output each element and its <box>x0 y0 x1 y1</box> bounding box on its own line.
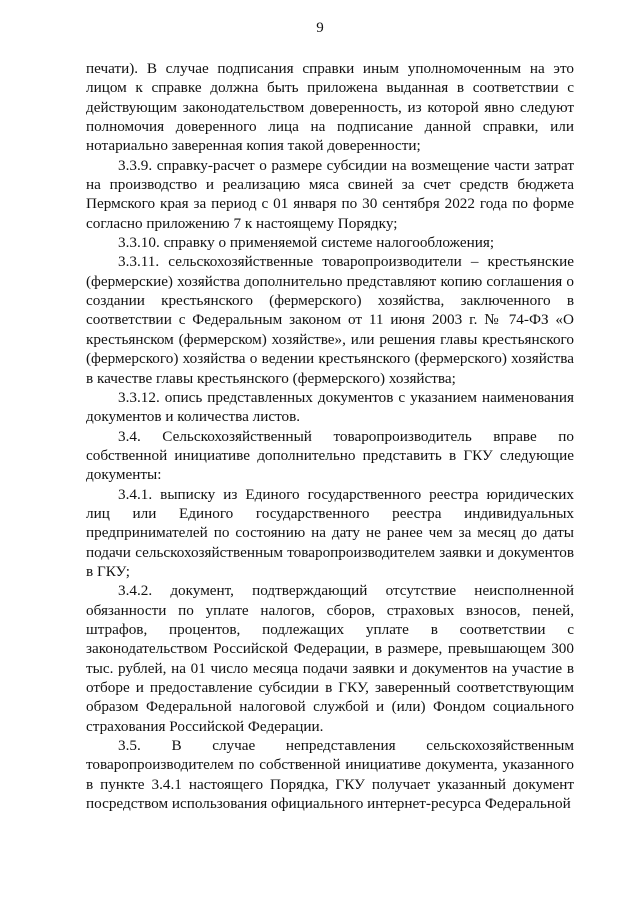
page-number: 9 <box>316 20 324 36</box>
paragraph-3-3-10: 3.3.10. справку о применяемой системе налогообложения; <box>118 234 495 252</box>
paragraph-3-3-9: 3.3.9. справку-расчет о размере субсидии на возмещение части затрат на производство и реализацию мяса свиней за счет средств бюджета Пермского края за период с 01 января по 30 сентября 2022 года по форме согласно приложению 7 к настоящему Порядку; <box>86 156 574 232</box>
paragraph-continuation: печати). В случае подписания справки иным уполномоченным на это лицом к справке должна быть приложена выданная в соответствии с действующим законодательством доверенность, из которой явно следуют полномочия доверенного лица на подписание данной справки, или нотариально заверенная копия такой доверенности; <box>86 60 574 155</box>
paragraph-3-4: 3.4. Сельскохозяйственный товаропроизводитель вправе по собственной инициативе дополнительно представить в ГКУ следующие документы: <box>86 427 574 484</box>
paragraph-3-3-12: 3.3.12. опись представленных документов с указанием наименования документов и количества листов. <box>86 388 574 426</box>
paragraph-3-4-2: 3.4.2. документ, подтверждающий отсутствие неисполненной обязанности по уплате налогов, сборов, страховых взносов, пеней, штрафов, процентов, подлежащих уплате в соответствии с законодательством Российской Федерации, в размере, превышающем 300 тыс. рублей, на 01 число месяца подачи заявки и документов на участие в отборе и предоставление субсидии в ГКУ, заверенный соответствующим образом Федеральной налоговой службой и (или) Фондом социального страхования Российской Федерации. <box>86 582 574 735</box>
document-body <box>86 59 574 813</box>
paragraph-3-4-1: 3.4.1. выписку из Единого государственного реестра юридических лиц или Единого государственного реестра индивидуальных предпринимателей по состоянию на дату не ранее чем за месяц до даты подачи сельскохозяйственным товаропроизводителем заявки и документов в ГКУ; <box>86 485 574 580</box>
paragraph-3-3-11: 3.3.11. сельскохозяйственные товаропроизводители – крестьянские (фермерские) хозяйства дополнительно представляют копию соглашения о создании крестьянского (фермерского) хозяйства, заключенного в соответствии с Федеральным законом от 11 июня 2003 г. № 74-ФЗ «О крестьянском (фермерском) хозяйстве», или решения главы крестьянского (фермерского) хозяйства о ведении крестьянского (фермерского) хозяйства в качестве главы крестьянского (фермерского) хозяйства; <box>86 253 574 387</box>
paragraph-3-5: 3.5. В случае непредставления сельскохозяйственным товаропроизводителем по собственной инициативе документа, указанного в пункте 3.4.1 настоящего Порядка, ГКУ получает указанный документ посредством использования официального интернет-ресурса Федеральной <box>86 737 574 813</box>
